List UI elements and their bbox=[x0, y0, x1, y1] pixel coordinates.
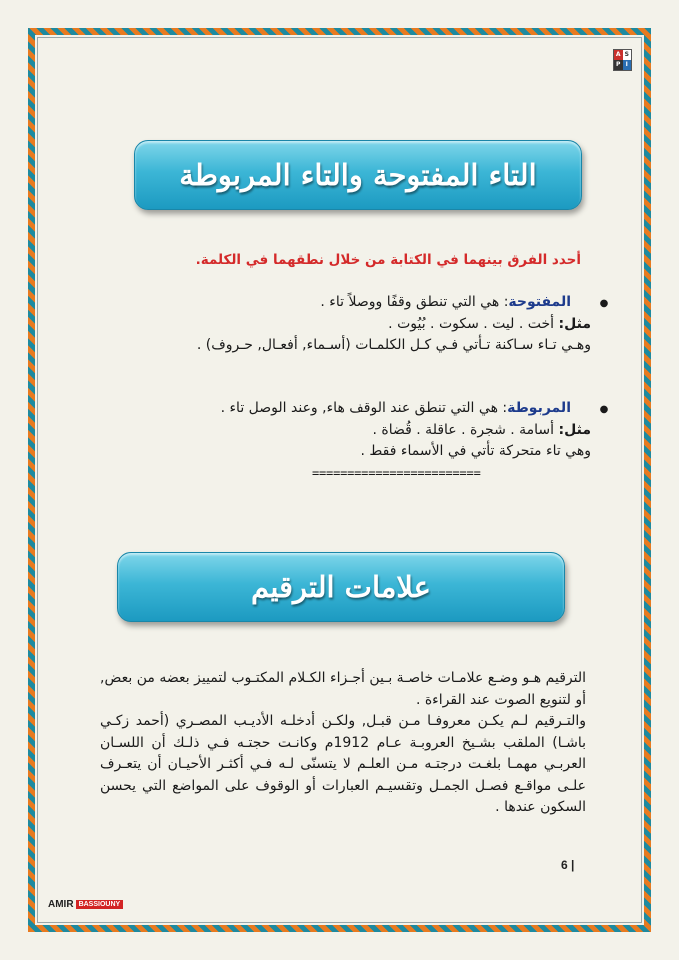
punctuation-paragraph bbox=[100, 668, 586, 819]
brand-tag: BASSIOUNY bbox=[76, 900, 124, 909]
page-number: 6 | bbox=[561, 858, 575, 872]
term-label: المربوطة bbox=[507, 400, 571, 416]
definition-text: هي التي تنطق عند الوقف هاء, وعند الوصل تاء . bbox=[220, 400, 503, 416]
note-text: وهـي تـاء سـاكنة تـأتي فـي كـل الكلمـات (أسـماء, أفعـال, حـروف) . bbox=[196, 337, 591, 353]
author-brand bbox=[48, 899, 123, 910]
note-text: وهي تاء متحركة تأتي في الأسماء فقط . bbox=[360, 443, 591, 459]
paragraph-text: والتـرقيم لـم يكـن معروفـا مـن قبـل, ولكـن أدخلـه الأديـب المصـري (أحمد زكـي باشـا) الملقب بشـيخ العروبـة عـام 1912م وكانـت حجتـه فـي ذلـك أن اللسـان العربـي مهمـا بلغـت درجتـه مـن العلـم لا يتسنّى لـه فـي أكثـر الأحيـان أن يتعـرف علـى مواقـع فصـل الجمـل وتقسيـم العبارات أو الوقوف على المواضع التي يحسن السكون عندها . bbox=[100, 713, 586, 815]
example-label: مثل: bbox=[558, 316, 591, 332]
section-title: التاء المفتوحة والتاء المربوطة bbox=[179, 158, 537, 192]
term-label: المفتوحة bbox=[508, 294, 571, 310]
paragraph-text: الترقيم هـو وضـع علامـات خاصـة بـين أجـزاء الكـلام المكتـوب لتمييز بعضه من بعض, أو لتنويع الصوت عند القراءة . bbox=[100, 670, 586, 708]
section-title: علامات الترقيم bbox=[251, 570, 431, 604]
publisher-logo: A S P I bbox=[613, 49, 632, 71]
example-label: مثل: bbox=[558, 422, 591, 438]
example-text: أخت . ليت . سكوت . بُيُوت . bbox=[388, 316, 559, 332]
open-taa-definition: ● المفتوحة: هي التي تنطق وقفًا ووصلاً تاء . مثل: أخت . ليت . سكوت . بُيُوت . وهـي تـاء سـاكنة تـأتي فـي كـل الكلمـات (أسـماء, أفعـال, حـروف) . bbox=[91, 292, 591, 356]
bullet-icon: ● bbox=[599, 404, 609, 415]
example-text: أسامة . شجرة . عاقلة . قُضاة . bbox=[372, 422, 559, 438]
tied-taa-definition: ● المربوطة: هي التي تنطق عند الوقف هاء, وعند الوصل تاء . مثل: أسامة . شجرة . عاقلة . قُضاة . وهي تاء متحركة تأتي في الأسماء فقط . bbox=[91, 398, 591, 462]
bullet-icon: ● bbox=[599, 298, 609, 309]
intro-objective: أحدد الفرق بينهما في الكتابة من خلال نطقهما في الكلمة. bbox=[195, 252, 581, 268]
brand-name: AMIR bbox=[48, 899, 74, 910]
definition-text: هي التي تنطق وقفًا ووصلاً تاء . bbox=[320, 294, 504, 310]
section-divider: ======================== bbox=[312, 466, 481, 480]
section-title-banner bbox=[117, 552, 565, 622]
section-title-banner bbox=[134, 140, 582, 210]
